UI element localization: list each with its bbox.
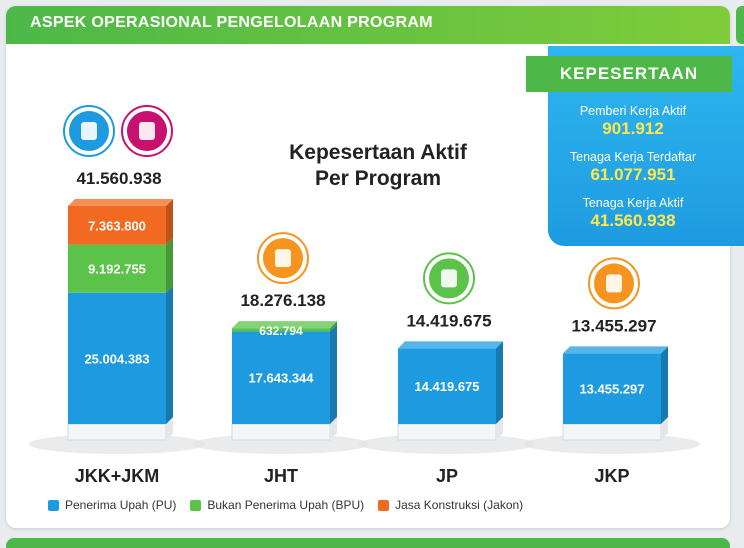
kepesertaan-value: 901.912 <box>602 119 664 138</box>
legend-label: Penerima Upah (PU) <box>65 498 177 512</box>
legend-label: Jasa Konstruksi (Jakon) <box>395 498 524 512</box>
legend-item-bpu <box>190 498 364 512</box>
segment-value-label: 7.363.800 <box>88 218 146 234</box>
bar-top-face <box>398 341 503 348</box>
bar-pedestal <box>232 424 330 440</box>
jp-icon-glyph <box>441 269 457 287</box>
bar-segment-side <box>330 324 337 424</box>
segment-value-label: 17.643.344 <box>248 370 314 386</box>
legend-swatch-jakon <box>378 500 389 511</box>
total-value-label: 14.419.675 <box>406 311 492 331</box>
legend-item-pu <box>48 498 176 512</box>
jkk-icon-glyph <box>81 122 97 140</box>
header-title: ASPEK OPERASIONAL PENGELOLAAN PROGRAM <box>30 14 433 31</box>
chart-title-line: Per Program <box>314 167 442 190</box>
bar-pedestal <box>563 424 661 440</box>
bar-segment-side <box>166 199 173 245</box>
category-label: JP <box>435 466 459 486</box>
segment-value-label: 14.419.675 <box>414 379 480 395</box>
kepesertaan-title: KEPESERTAAN <box>526 56 732 92</box>
category-label: JKK+JKM <box>74 466 160 486</box>
total-value-label: 13.455.297 <box>571 316 657 336</box>
category-label: JKP <box>594 466 630 486</box>
chart-legend <box>48 498 523 512</box>
segment-value-label: 632.794 <box>259 323 303 338</box>
kepesertaan-value: 61.077.951 <box>590 165 676 184</box>
category-label: JHT <box>263 466 299 486</box>
kepesertaan-value: 41.560.938 <box>590 211 676 230</box>
kepesertaan-label: Tenaga Kerja Aktif <box>582 196 684 210</box>
legend-swatch-pu <box>48 500 59 511</box>
bar-segment-side <box>166 286 173 424</box>
chart-title-line: Kepesertaan Aktif <box>289 141 467 164</box>
jkm-icon-glyph <box>139 122 155 140</box>
kepesertaan-label: Pemberi Kerja Aktif <box>579 104 687 118</box>
total-value-label: 41.560.938 <box>76 169 162 188</box>
jkp-icon-glyph <box>606 274 622 292</box>
jht-icon-glyph <box>275 249 291 267</box>
bar-segment-side <box>166 238 173 293</box>
kepesertaan-label: Tenaga Kerja Terdaftar <box>569 150 697 164</box>
segment-value-label: 25.004.383 <box>84 351 150 367</box>
bar-top-face <box>68 199 173 206</box>
legend-swatch-bpu <box>190 500 201 511</box>
legend-item-jakon <box>378 498 523 512</box>
bar-pedestal <box>398 424 496 440</box>
bar-segment-side <box>496 341 503 424</box>
legend-label: Bukan Penerima Upah (BPU) <box>207 498 365 512</box>
segment-value-label: 9.192.755 <box>88 261 146 277</box>
bar-segment-side <box>661 346 668 424</box>
bar-pedestal <box>68 424 166 440</box>
bar-top-face <box>563 346 668 353</box>
total-value-label: 18.276.138 <box>240 291 326 311</box>
segment-value-label: 13.455.297 <box>579 381 645 397</box>
